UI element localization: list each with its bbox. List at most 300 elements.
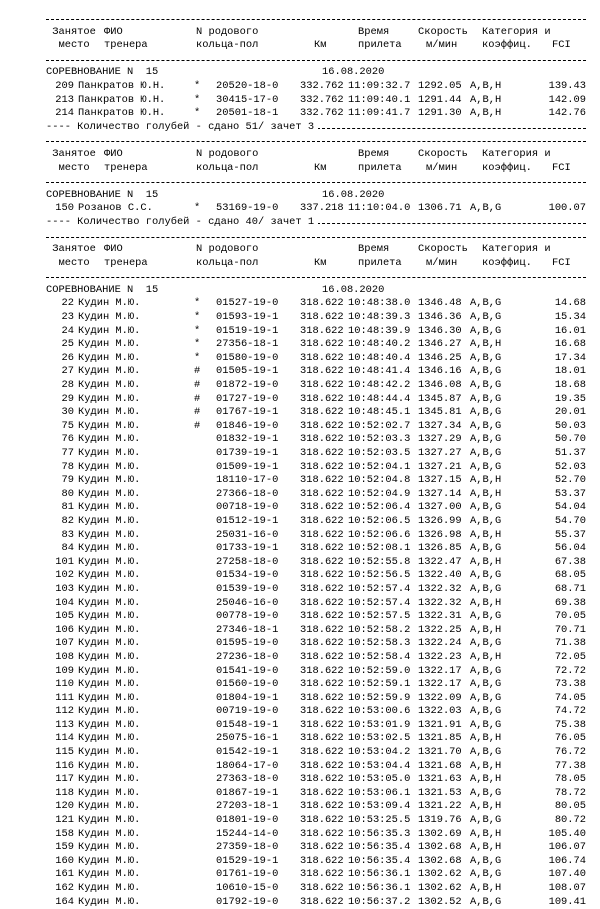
speed: 1327.21 [418,460,462,473]
arrival-time: 11:09:40.1 [348,93,411,106]
fci-coefficient: 50.03 [554,419,586,432]
arrival-time: 10:56:35.4 [348,841,411,854]
result-row [46,297,600,311]
header-label: FCI [552,256,571,269]
category: A,B,G [470,419,502,432]
arrival-time: 10:52:55.8 [348,555,411,568]
distance-km: 318.622 [300,501,344,514]
ring-number: 00778-19-0 [216,610,279,623]
category: A,B,H [470,841,502,854]
category: A,B,G [470,637,502,650]
header-label: Категория и [482,147,551,160]
distance-km: 318.622 [300,528,344,541]
place: 101 [55,555,74,568]
mark: * [194,338,201,351]
arrival-time: 10:52:02.7 [348,419,411,432]
place: 25 [61,338,74,351]
place: 214 [55,107,74,120]
speed: 1326.99 [418,514,462,527]
trainer-name: Кудин М.Ю. [78,678,141,691]
fci-coefficient: 106.07 [548,841,586,854]
result-row [46,515,600,529]
category: A,B,G [470,311,502,324]
category: A,B,G [470,324,502,337]
header-label: N родового [196,147,259,160]
header-label: Занятое [46,243,96,256]
header-label: Занятое [46,147,96,160]
category: A,B,G [470,351,502,364]
ring-number: 01548-19-1 [216,718,279,731]
fci-coefficient: 70.71 [554,623,586,636]
speed: 1322.23 [418,650,462,663]
result-row [46,705,600,719]
speed: 1302.69 [418,827,462,840]
arrival-time: 10:56:36.1 [348,882,411,894]
result-row [46,841,600,855]
trainer-name: Кудин М.Ю. [78,528,141,541]
result-row [46,488,600,502]
competition-date: 16.08.2020 [322,66,385,79]
distance-km: 318.622 [300,705,344,718]
column-header-line-1 [46,148,600,162]
speed: 1346.08 [418,379,462,392]
distance-km: 318.622 [300,311,344,324]
competition-date: 16.08.2020 [322,188,385,201]
speed: 1346.36 [418,311,462,324]
category: A,B,G [470,718,502,731]
competition-title-line [46,189,600,203]
arrival-time: 10:48:38.0 [348,297,411,310]
category: A,B,G [470,392,502,405]
header-label: Скорость [418,25,468,38]
fci-coefficient: 74.05 [554,691,586,704]
ring-number: 30415-17-0 [216,93,279,106]
ring-number: 27203-18-1 [216,800,279,813]
fci-coefficient: 72.05 [554,650,586,663]
trainer-name: Кудин М.Ю. [78,555,141,568]
place: 29 [61,392,74,405]
pigeon-count-text: ---- Количество голубей - сдано 40/ зачет 1 [46,216,318,228]
arrival-time: 10:53:04.4 [348,759,411,772]
competition-title-line [46,66,600,80]
distance-km: 318.622 [300,664,344,677]
fci-coefficient: 14.68 [554,297,586,310]
distance-km: 318.622 [300,841,344,854]
speed: 1322.17 [418,678,462,691]
fci-coefficient: 139.43 [548,79,586,92]
header-label: прилета [358,39,402,52]
arrival-time: 10:52:58.3 [348,637,411,650]
trainer-name: Кудин М.Ю. [78,841,141,854]
fci-coefficient: 73.38 [554,678,586,691]
speed: 1291.44 [418,93,462,106]
result-row [46,719,600,733]
result-row [46,773,600,787]
header-label: FCI [552,161,571,174]
place: 121 [55,814,74,827]
place: 107 [55,637,74,650]
speed: 1306.71 [418,202,462,215]
trainer-name: Кудин М.Ю. [78,800,141,813]
category: A,B,H [470,732,502,745]
result-row [46,202,600,216]
fci-coefficient: 68.05 [554,569,586,582]
mark: # [194,379,201,392]
header-label: место [46,161,90,174]
ring-number: 10610-15-0 [216,882,279,894]
trainer-name: Панкратов Ю.Н. [78,93,166,106]
ring-number: 18110-17-0 [216,474,279,487]
trainer-name: Панкратов Ю.Н. [78,79,166,92]
result-row [46,352,600,366]
distance-km: 332.762 [300,79,344,92]
speed: 1345.87 [418,392,462,405]
trainer-name: Кудин М.Ю. [78,365,141,378]
arrival-time: 10:53:09.4 [348,800,411,813]
arrival-time: 10:53:06.1 [348,786,411,799]
speed: 1326.98 [418,528,462,541]
trainer-name: Кудин М.Ю. [78,311,141,324]
place: 105 [55,610,74,623]
header-label: место [46,256,90,269]
fci-coefficient: 51.37 [554,447,586,459]
category: A,B,H [470,800,502,813]
result-row [46,896,600,909]
ring-number: 01527-19-0 [216,297,279,310]
competition-date: 16.08.2020 [322,283,385,296]
ring-number: 01872-19-0 [216,379,279,392]
result-row [46,365,600,379]
category: A,B,H [470,882,502,894]
fci-coefficient: 78.05 [554,773,586,786]
speed: 1322.09 [418,691,462,704]
distance-km: 318.622 [300,800,344,813]
result-row [46,542,600,556]
category: A,B,H [470,759,502,772]
header-label: Км [314,161,327,174]
fci-coefficient: 72.72 [554,664,586,677]
header-label: тренера [104,256,148,269]
category: A,B,G [470,542,502,555]
result-row [46,433,600,447]
distance-km: 318.622 [300,637,344,650]
category: A,B,G [470,514,502,527]
distance-km: 318.622 [300,827,344,840]
distance-km: 318.622 [300,419,344,432]
category: A,B,G [470,460,502,473]
competition-title: СОРЕВНОВАНИЕ N 15 [46,66,159,79]
arrival-time: 10:48:45.1 [348,406,411,419]
place: 164 [55,895,74,908]
mark: # [194,365,201,378]
ring-number: 01804-19-1 [216,691,279,704]
category: A,B,H [470,596,502,609]
arrival-time: 10:52:08.1 [348,542,411,555]
result-row [46,678,600,692]
distance-km: 318.622 [300,773,344,786]
arrival-time: 10:52:59.9 [348,691,411,704]
arrival-time: 10:48:40.2 [348,338,411,351]
fci-coefficient: 16.01 [554,324,586,337]
speed: 1302.68 [418,841,462,854]
header-label: Км [314,256,327,269]
speed: 1321.85 [418,732,462,745]
speed: 1321.63 [418,773,462,786]
place: 150 [55,202,74,215]
arrival-time: 10:56:37.2 [348,895,411,908]
result-row [46,80,600,94]
ring-number: 01534-19-0 [216,569,279,582]
arrival-time: 10:53:02.5 [348,732,411,745]
category: A,B,G [470,202,502,215]
trainer-name: Кудин М.Ю. [78,569,141,582]
trainer-name: Кудин М.Ю. [78,351,141,364]
header-label: кольца-пол [196,39,259,52]
header-label: место [46,39,90,52]
trainer-name: Кудин М.Ю. [78,433,141,446]
place: 112 [55,705,74,718]
fci-coefficient: 70.05 [554,610,586,623]
header-label: Скорость [418,147,468,160]
trainer-name: Кудин М.Ю. [78,691,141,704]
place: 159 [55,841,74,854]
distance-km: 318.622 [300,447,344,459]
speed: 1322.40 [418,569,462,582]
result-row [46,760,600,774]
arrival-time: 11:10:04.0 [348,202,411,215]
result-row [46,800,600,814]
fci-coefficient: 74.72 [554,705,586,718]
result-row [46,787,600,801]
ring-number: 01580-19-0 [216,351,279,364]
ring-number: 20520-18-0 [216,79,279,92]
speed: 1346.27 [418,338,462,351]
fci-coefficient: 106.74 [548,854,586,867]
fci-coefficient: 52.03 [554,460,586,473]
result-row [46,828,600,842]
speed: 1327.15 [418,474,462,487]
speed: 1321.70 [418,746,462,759]
fci-coefficient: 50.70 [554,433,586,446]
ring-number: 01739-19-1 [216,447,279,459]
ring-number: 01595-19-0 [216,637,279,650]
trainer-name: Панкратов Ю.Н. [78,107,166,120]
category: A,B,G [470,664,502,677]
place: 115 [55,746,74,759]
place: 162 [55,882,74,894]
place: 160 [55,854,74,867]
distance-km: 318.622 [300,786,344,799]
place: 108 [55,650,74,663]
fci-coefficient: 105.40 [548,827,586,840]
category: A,B,G [470,814,502,827]
trainer-name: Розанов С.С. [78,202,153,215]
speed: 1346.16 [418,365,462,378]
distance-km: 318.622 [300,854,344,867]
arrival-time: 11:09:41.7 [348,107,411,120]
speed: 1346.30 [418,324,462,337]
place: 117 [55,773,74,786]
fci-coefficient: 69.38 [554,596,586,609]
competition-title: СОРЕВНОВАНИЕ N 15 [46,283,159,296]
place: 111 [55,691,74,704]
ring-number: 01832-19-1 [216,433,279,446]
distance-km: 318.622 [300,474,344,487]
category: A,B,H [470,650,502,663]
fci-coefficient: 76.05 [554,732,586,745]
trainer-name: Кудин М.Ю. [78,392,141,405]
speed: 1346.25 [418,351,462,364]
ring-number: 53169-19-0 [216,202,279,215]
header-label: тренера [104,161,148,174]
ring-number: 01867-19-1 [216,786,279,799]
arrival-time: 10:52:57.5 [348,610,411,623]
speed: 1302.68 [418,854,462,867]
arrival-time: 10:48:42.2 [348,379,411,392]
result-row [46,597,600,611]
distance-km: 318.622 [300,569,344,582]
ring-number: 01767-19-1 [216,406,279,419]
distance-km: 318.622 [300,623,344,636]
result-row [46,94,600,108]
header-label: коэффиц. [482,39,532,52]
ring-number: 01801-19-0 [216,814,279,827]
result-row [46,447,600,461]
pigeon-count-text: ---- Количество голубей - сдано 51/ зачет 3 [46,121,318,133]
distance-km: 318.622 [300,882,344,894]
fci-coefficient: 107.40 [548,868,586,881]
trainer-name: Кудин М.Ю. [78,773,141,786]
mark: * [194,324,201,337]
header-label: Время [358,243,390,256]
header-label: Время [358,25,390,38]
trainer-name: Кудин М.Ю. [78,895,141,908]
place: 102 [55,569,74,582]
fci-coefficient: 68.71 [554,582,586,595]
distance-km: 318.622 [300,759,344,772]
mark: * [194,351,201,364]
ring-number: 01541-19-0 [216,664,279,677]
place: 114 [55,732,74,745]
place: 84 [61,542,74,555]
speed: 1326.85 [418,542,462,555]
arrival-time: 10:48:44.4 [348,392,411,405]
distance-km: 318.622 [300,542,344,555]
result-row [46,583,600,597]
place: 79 [61,474,74,487]
category: A,B,G [470,678,502,691]
place: 75 [61,419,74,432]
fci-coefficient: 142.76 [548,107,586,120]
category: A,B,H [470,827,502,840]
category: A,B,G [470,447,502,459]
trainer-name: Кудин М.Ю. [78,610,141,623]
header-label: FCI [552,39,571,52]
distance-km: 318.622 [300,895,344,908]
arrival-time: 10:52:06.6 [348,528,411,541]
place: 24 [61,324,74,337]
ring-number: 25046-16-0 [216,596,279,609]
result-row [46,868,600,882]
speed: 1322.31 [418,610,462,623]
dashed-separator [46,175,586,189]
category: A,B,G [470,569,502,582]
mark: # [194,419,201,432]
arrival-time: 10:48:41.4 [348,365,411,378]
trainer-name: Кудин М.Ю. [78,637,141,650]
ring-number: 01792-19-0 [216,895,279,908]
place: 110 [55,678,74,691]
arrival-time: 10:56:35.4 [348,854,411,867]
speed: 1302.62 [418,868,462,881]
result-row [46,610,600,624]
arrival-time: 10:52:06.4 [348,501,411,514]
category: A,B,G [470,433,502,446]
ring-number: 01727-19-0 [216,392,279,405]
category: A,B,G [470,582,502,595]
header-label: Категория и [482,243,551,256]
arrival-time: 10:53:25.5 [348,814,411,827]
trainer-name: Кудин М.Ю. [78,338,141,351]
category: A,B,G [470,786,502,799]
distance-km: 318.622 [300,487,344,500]
place: 113 [55,718,74,731]
distance-km: 318.622 [300,379,344,392]
fci-coefficient: 18.68 [554,379,586,392]
category: A,B,G [470,406,502,419]
place: 22 [61,297,74,310]
result-row [46,732,600,746]
category: A,B,H [470,79,502,92]
result-row [46,651,600,665]
speed: 1321.53 [418,786,462,799]
ring-number: 18064-17-0 [216,759,279,772]
trainer-name: Кудин М.Ю. [78,582,141,595]
pigeon-count-summary [46,121,586,135]
result-row [46,311,600,325]
arrival-time: 10:52:06.5 [348,514,411,527]
mark: * [194,297,201,310]
header-label: N родового [196,25,259,38]
speed: 1327.34 [418,419,462,432]
speed: 1345.81 [418,406,462,419]
trainer-name: Кудин М.Ю. [78,474,141,487]
ring-number: 01505-19-1 [216,365,279,378]
place: 109 [55,664,74,677]
fci-coefficient: 52.70 [554,474,586,487]
result-row [46,665,600,679]
place: 116 [55,759,74,772]
arrival-time: 10:52:04.8 [348,474,411,487]
result-row [46,624,600,638]
category: A,B,G [470,365,502,378]
trainer-name: Кудин М.Ю. [78,514,141,527]
pigeon-count-summary [46,216,586,230]
category: A,B,G [470,746,502,759]
distance-km: 318.622 [300,732,344,745]
ring-number: 15244-14-0 [216,827,279,840]
speed: 1291.30 [418,107,462,120]
distance-km: 337.218 [300,202,344,215]
trainer-name: Кудин М.Ю. [78,419,141,432]
speed: 1327.00 [418,501,462,514]
header-label: ФИО [104,243,123,256]
trainer-name: Кудин М.Ю. [78,487,141,500]
speed: 1327.29 [418,433,462,446]
dashed-separator [46,230,586,244]
header-label: ФИО [104,147,123,160]
trainer-name: Кудин М.Ю. [78,460,141,473]
